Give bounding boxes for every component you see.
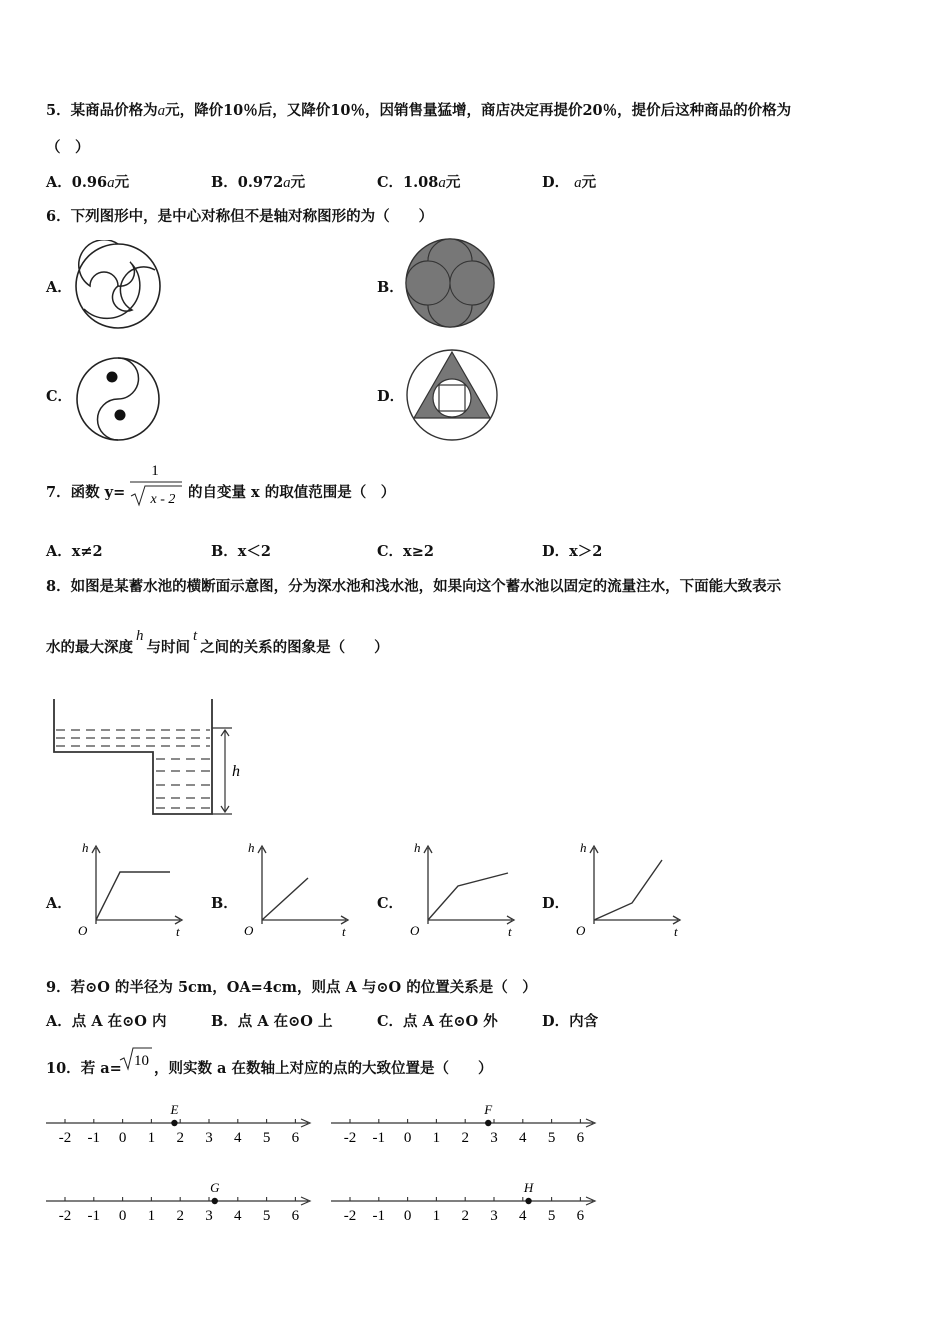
q6-label-d[interactable]: D． <box>377 388 405 405</box>
q10-text-a: 若 a= <box>80 1060 122 1077</box>
option-var: a <box>283 175 291 191</box>
tick-label: 5 <box>262 1208 271 1224</box>
origin-label: O <box>78 923 88 938</box>
tick-label: 4 <box>519 1208 527 1224</box>
tick-label: 6 <box>576 1130 585 1146</box>
q10-stem <box>46 1059 122 1079</box>
option-value: 点 A 在⊙O 外 <box>403 1013 498 1030</box>
tick-label: 1 <box>432 1208 441 1224</box>
q10-text-b: ，则实数 a 在数轴上对应的点的大致位置是（ ） <box>154 1060 493 1077</box>
q5-option-a[interactable] <box>46 173 129 193</box>
tick-label: -1 <box>372 1208 386 1224</box>
q7-text-a: 函数 y= <box>70 484 126 501</box>
option-value: 点 A 在⊙O 上 <box>237 1013 333 1030</box>
tick-label: 3 <box>205 1130 213 1146</box>
q7-fraction <box>128 458 186 510</box>
tick-label: -2 <box>343 1130 357 1146</box>
axis-label-t: t <box>176 924 180 939</box>
q5-option-c[interactable] <box>377 173 460 193</box>
origin-label: O <box>576 923 586 938</box>
q8-number: 8． <box>46 578 71 595</box>
q6-number: 6． <box>46 208 71 225</box>
q8-graph-c[interactable] <box>404 838 524 943</box>
tick-label: 2 <box>176 1208 184 1224</box>
tick-label: 4 <box>519 1130 527 1146</box>
point-label: F <box>484 1102 493 1117</box>
option-value: x≥2 <box>403 543 434 560</box>
q10-radicand: 10 <box>134 1053 149 1069</box>
q6-stem <box>46 207 433 227</box>
q7-option-d[interactable] <box>542 542 602 562</box>
tick-label: 3 <box>490 1130 498 1146</box>
q5-option-d[interactable] <box>542 173 596 193</box>
q8-graph-a[interactable] <box>72 838 192 943</box>
point-label: E <box>170 1102 179 1117</box>
option-label: A． <box>46 1013 72 1030</box>
tick-label: -2 <box>343 1208 357 1224</box>
q9-option-b[interactable] <box>211 1012 332 1032</box>
option-var: a <box>438 175 446 191</box>
option-unit: 元 <box>445 174 461 191</box>
option-label: C． <box>377 1013 404 1030</box>
tick-label: 0 <box>403 1130 412 1146</box>
q6-label-a[interactable]: A． <box>46 279 72 296</box>
q5-text-b: 元，降价10％后，又降价10％，因销售量猛增，商店决定再提价20％，提价后这种商品的价格为 <box>165 102 792 119</box>
option-unit: 元 <box>114 174 130 191</box>
option-label: A． <box>46 174 72 191</box>
q5-paren: （ ） <box>46 139 90 156</box>
axis-label-h: h <box>580 840 587 855</box>
q9-number: 9． <box>46 979 71 996</box>
q7-stem <box>46 483 125 503</box>
q5-number: 5． <box>46 102 71 119</box>
tick-label: 6 <box>576 1208 585 1224</box>
q7-radicand: x - 2 <box>150 492 176 507</box>
option-value: 点 A 在⊙O 内 <box>71 1013 167 1030</box>
tick-label: 4 <box>234 1130 242 1146</box>
tick-label: 5 <box>547 1130 556 1146</box>
q7-option-b[interactable] <box>211 542 271 562</box>
q8-stem-line1 <box>46 577 781 597</box>
point-marker <box>171 1120 177 1126</box>
tick-label: 1 <box>147 1130 156 1146</box>
q10-number-line-g[interactable] <box>40 1176 320 1228</box>
option-label: D． <box>542 1013 570 1030</box>
point-label: H <box>523 1180 534 1195</box>
q8-line2-a: 水的最大深度 <box>46 639 133 656</box>
q6-label-c[interactable]: C． <box>46 388 73 405</box>
q7-option-c[interactable] <box>377 542 434 562</box>
q8-label-c[interactable]: C． <box>377 895 404 912</box>
tick-label: 0 <box>403 1208 412 1224</box>
tick-label: 6 <box>291 1208 300 1224</box>
point-label: G <box>210 1180 220 1195</box>
q6-figure-d[interactable] <box>403 346 501 444</box>
q8-pool-diagram <box>50 695 250 820</box>
option-var: a <box>107 175 115 191</box>
q8-var-t: t <box>193 628 198 644</box>
tick-label: 6 <box>291 1130 300 1146</box>
q8-line1: 如图是某蓄水池的横断面示意图，分为深水池和浅水池，如果向这个蓄水池以固定的流量注水，下面能大致表示 <box>70 578 782 595</box>
option-value: 1.08 <box>403 174 439 191</box>
q10-number-line-h[interactable] <box>325 1176 605 1228</box>
tick-label: -2 <box>58 1130 72 1146</box>
q6-text: 下列图形中，是中心对称但不是轴对称图形的为（ ） <box>70 208 434 225</box>
q6-figure-c[interactable] <box>72 354 164 444</box>
q7-text-b: 的自变量 x 的取值范围是（ ） <box>188 484 396 501</box>
q6-figure-b[interactable] <box>403 236 497 330</box>
q8-label-b[interactable]: B． <box>211 895 238 912</box>
q6-label-b[interactable]: B． <box>377 279 404 296</box>
origin-label: O <box>410 923 420 938</box>
option-value: x≠2 <box>71 543 103 560</box>
point-marker <box>485 1120 491 1126</box>
q5-option-b[interactable] <box>211 173 305 193</box>
tick-label: 4 <box>234 1208 242 1224</box>
option-value: 内含 <box>569 1013 599 1030</box>
axis-label-h: h <box>248 840 255 855</box>
q7-numerator: 1 <box>151 463 159 479</box>
option-unit: 元 <box>581 174 597 191</box>
q8-var-h: h <box>136 628 144 644</box>
option-label: B． <box>211 1013 238 1030</box>
option-value: x＞2 <box>569 543 603 560</box>
q8-line2-c: 之间的关系的图象是（ ） <box>200 639 389 656</box>
point-marker <box>212 1198 218 1204</box>
q8-graph-d[interactable] <box>570 838 690 943</box>
q10-number: 10． <box>46 1060 81 1077</box>
q9-stem <box>46 978 537 998</box>
q8-graph-b[interactable] <box>238 838 358 943</box>
option-label: B． <box>211 543 238 560</box>
option-value: x＜2 <box>237 543 271 560</box>
q8-label-d[interactable]: D． <box>542 895 570 912</box>
tick-label: 5 <box>262 1130 271 1146</box>
tick-label: 0 <box>118 1130 127 1146</box>
option-label: A． <box>46 543 72 560</box>
option-label: D． <box>542 543 570 560</box>
q6-figure-a[interactable] <box>72 240 164 332</box>
q8-stem-line2 <box>46 628 389 658</box>
q9-option-d[interactable] <box>542 1012 598 1032</box>
q8-line2-b: 与时间 <box>146 639 190 656</box>
tick-label: -2 <box>58 1208 72 1224</box>
tick-label: 1 <box>147 1208 156 1224</box>
q5-var: a <box>157 103 166 119</box>
q5-text-a: 某商品价格为 <box>70 102 158 119</box>
q5-stem <box>46 101 791 121</box>
q9-option-a[interactable] <box>46 1012 166 1032</box>
option-label: B． <box>211 174 238 191</box>
q8-label-a[interactable]: A． <box>46 895 72 912</box>
tick-label: 2 <box>461 1208 469 1224</box>
tick-label: 2 <box>461 1130 469 1146</box>
tick-label: 1 <box>432 1130 441 1146</box>
option-value: 0.96 <box>71 174 108 191</box>
q8-pool-label: h <box>232 763 240 780</box>
origin-label: O <box>244 923 254 938</box>
q9-text: 若⊙O 的半径为 5cm，OA=4cm，则点 A 与⊙O 的位置关系是（ ） <box>70 979 537 996</box>
option-label: D． <box>542 174 570 191</box>
option-label: C． <box>377 543 404 560</box>
q7-number: 7． <box>46 484 71 501</box>
tick-label: -1 <box>87 1208 101 1224</box>
axis-label-t: t <box>342 924 346 939</box>
axis-label-h: h <box>82 840 89 855</box>
tick-label: -1 <box>87 1130 101 1146</box>
tick-label: -1 <box>372 1130 386 1146</box>
tick-label: 3 <box>490 1208 498 1224</box>
option-label: C． <box>377 174 404 191</box>
q10-sqrt <box>118 1044 154 1074</box>
q7-option-a[interactable] <box>46 542 103 562</box>
tick-label: 0 <box>118 1208 127 1224</box>
q10-number-line-e[interactable] <box>40 1098 320 1150</box>
tick-label: 5 <box>547 1208 556 1224</box>
option-var: a <box>574 175 582 191</box>
axis-label-t: t <box>508 924 512 939</box>
q9-option-c[interactable] <box>377 1012 498 1032</box>
axis-label-h: h <box>414 840 421 855</box>
point-marker <box>525 1198 531 1204</box>
option-value: 0.972 <box>237 174 284 191</box>
axis-label-t: t <box>674 924 678 939</box>
tick-label: 3 <box>205 1208 213 1224</box>
option-unit: 元 <box>290 174 306 191</box>
tick-label: 2 <box>176 1130 184 1146</box>
q10-number-line-f[interactable] <box>325 1098 605 1150</box>
